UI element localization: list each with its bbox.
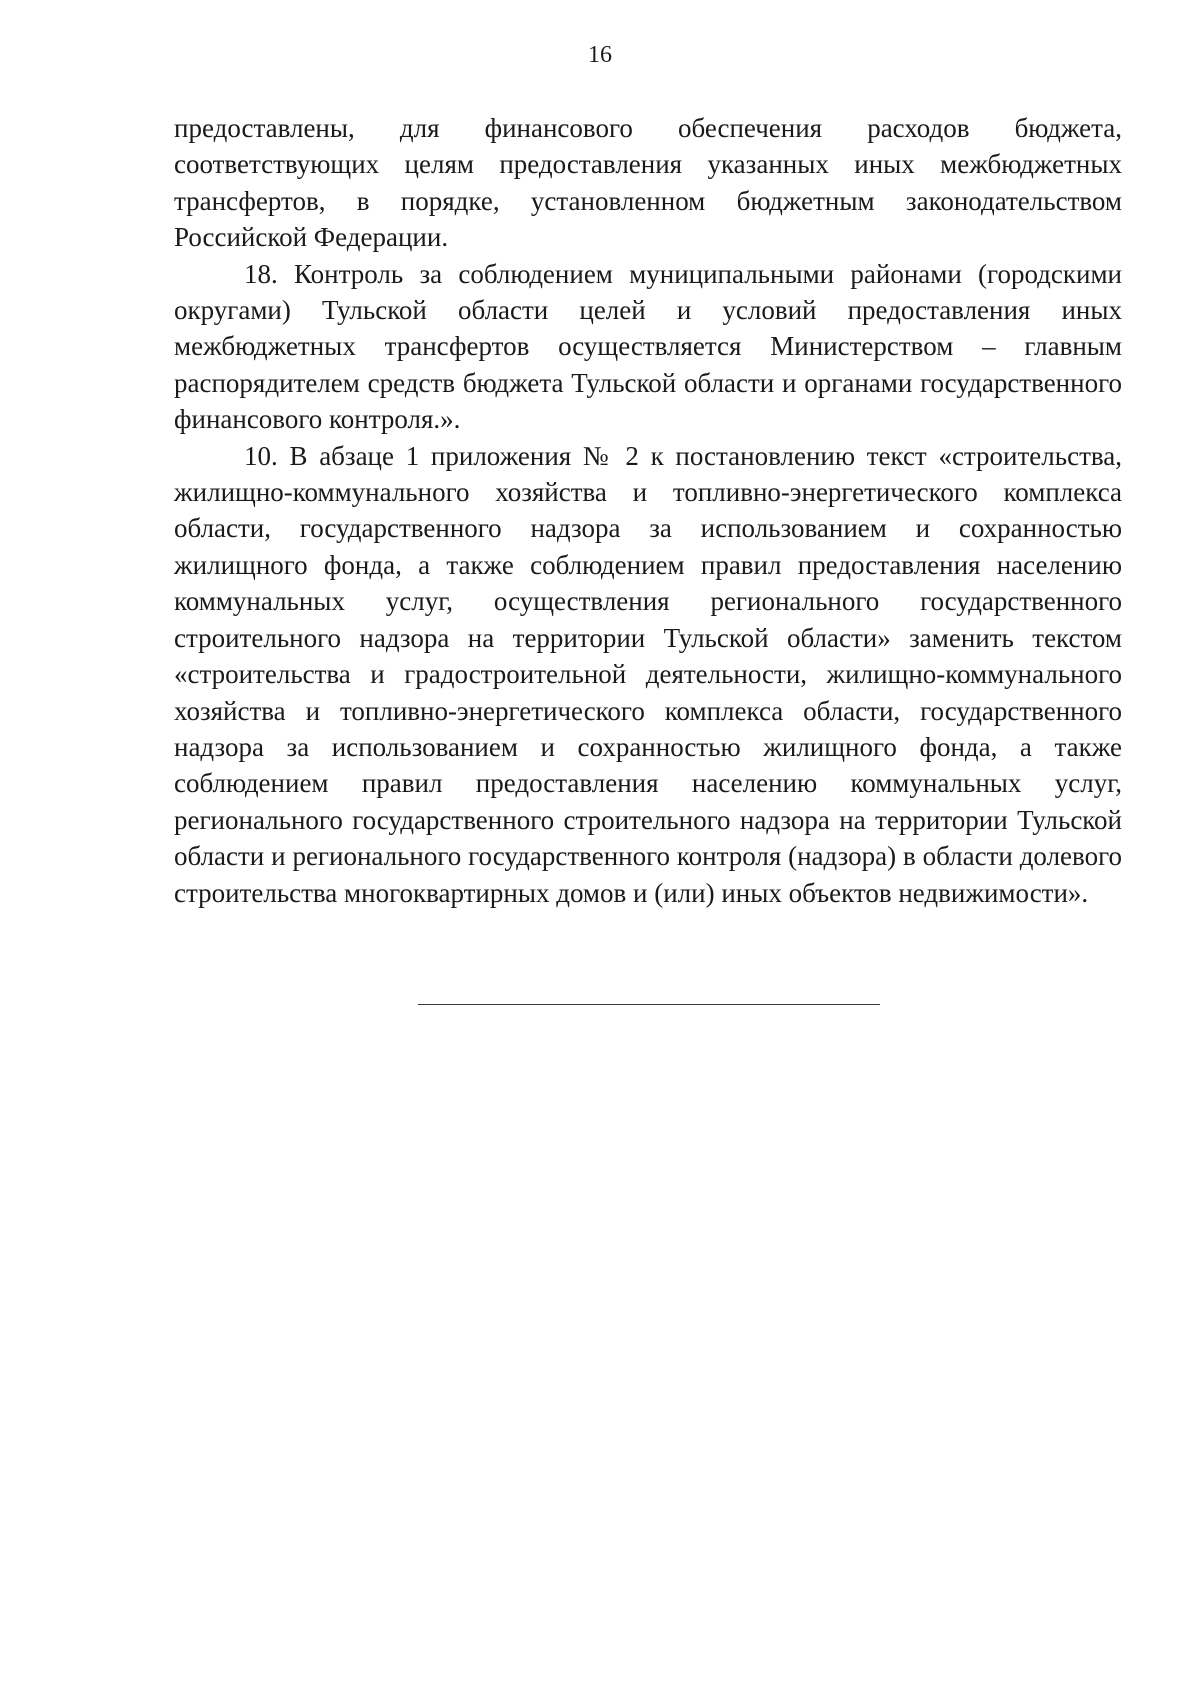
end-of-document-rule (418, 1004, 880, 1005)
paragraph-item-10: 10. В абзаце 1 приложения № 2 к постановлению текст «строительства, жилищно-коммунального хозяйства и топливно-энергетического комплекса области, государственного надзора за использованием и сохранностью жилищного фонда, а также соблюдением правил предоставления населению коммунальных услуг, осуществления регионального государственного строительного надзора на территории Тульской области» заменить текстом «строительства и градостроительной деятельности, жилищно-коммунального хозяйства и топливно-энергетического комплекса области, государственного надзора за использованием и сохранностью жилищного фонда, а также соблюдением правил предоставления населению коммунальных услуг, регионального государственного строительного надзора на территории Тульской области и регионального государственного контроля (надзора) в области долевого строительства многоквартирных домов и (или) иных объектов недвижимости». (174, 440, 1122, 908)
paragraph-item-18: 18. Контроль за соблюдением муниципальными районами (городскими округами) Тульской области целей и условий предоставления иных межбюджетных трансфертов осуществляется Министерством – главным распорядителем средств бюджета Тульской области и органами государственного финансового контроля.». (174, 258, 1122, 435)
document-body (174, 110, 1122, 911)
page-number: 16 (588, 42, 612, 68)
paragraph-continuation: предоставлены, для финансового обеспечения расходов бюджета, соответствующих целям предоставления указанных иных межбюджетных трансфертов, в порядке, установленном бюджетным законодательством Российской Федерации. (174, 113, 1122, 253)
